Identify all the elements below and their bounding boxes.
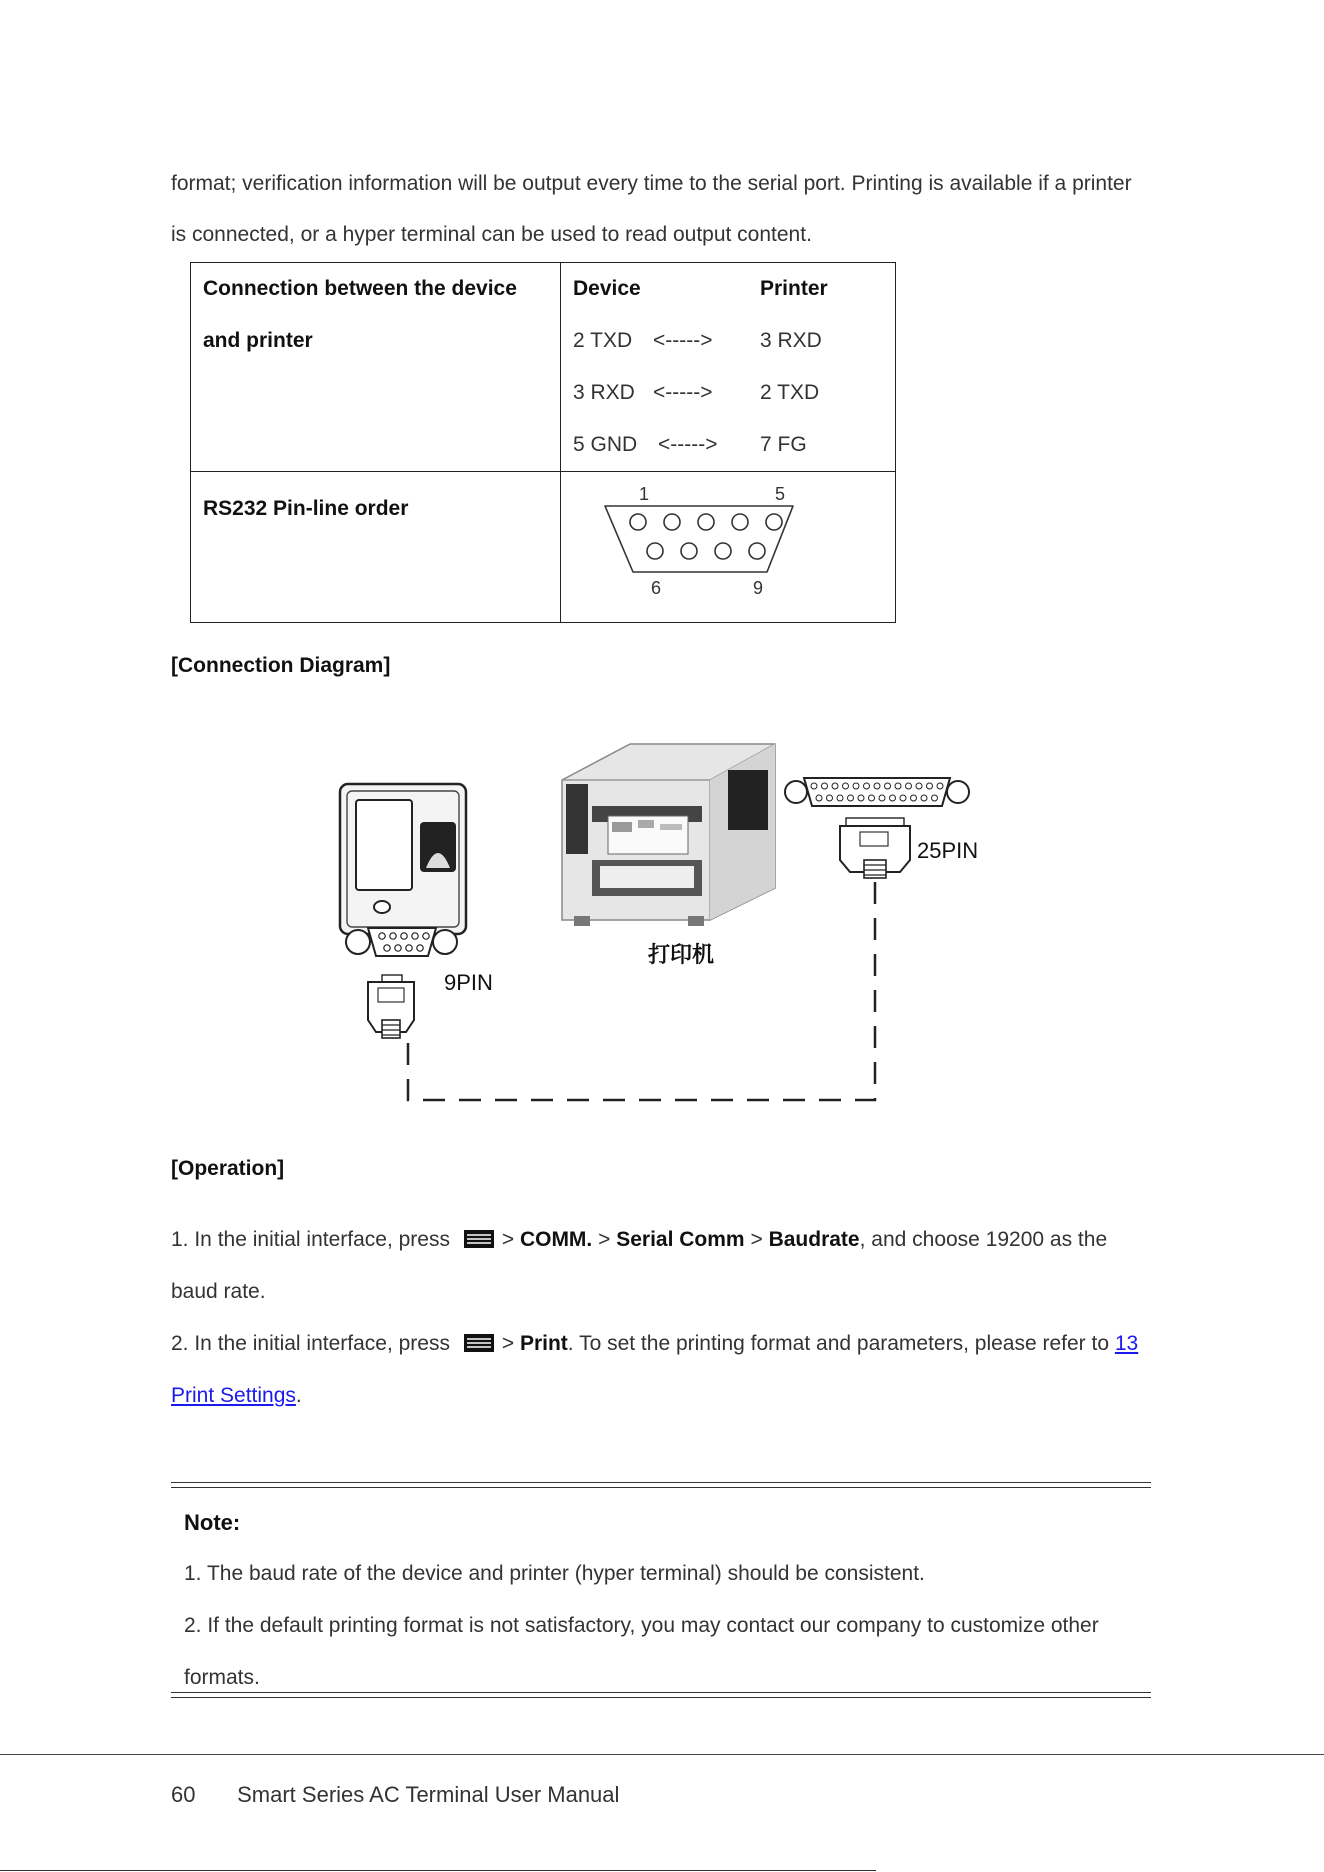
intro-line-1: format; verification information will be output every time to the serial port. Printing is available if a printer	[171, 172, 1132, 195]
manual-title: Smart Series AC Terminal User Manual	[237, 1782, 620, 1807]
terminal-device-icon	[340, 784, 466, 934]
arrow: <----->	[653, 329, 713, 352]
step-2-prefix: 2. In the initial interface, press	[171, 1332, 450, 1355]
printer-caption: 打印机	[648, 943, 715, 968]
db9-plug-icon	[368, 975, 414, 1038]
connection-diagram	[330, 720, 1010, 1120]
print-settings-link[interactable]: Print Settings	[171, 1384, 296, 1407]
printer-pin: 7 FG	[760, 433, 807, 456]
db9-socket-icon	[346, 928, 457, 956]
printer-pin: 2 TXD	[760, 381, 820, 404]
menu-separator: >	[750, 1228, 763, 1251]
label-25pin: 25PIN	[917, 838, 979, 863]
note-line-3: formats.	[184, 1666, 260, 1689]
page-footer	[171, 1782, 619, 1808]
pin-number: 1	[639, 484, 650, 504]
note-bottom-rule	[171, 1692, 1151, 1698]
menu-separator: >	[598, 1228, 611, 1251]
pin-number: 6	[651, 578, 662, 598]
pin-mapping-cell	[561, 263, 896, 472]
step-1-line-2: baud rate.	[171, 1280, 266, 1303]
step-1-suffix: , and choose 19200 as the	[859, 1228, 1108, 1251]
step-2-line-2	[171, 1384, 302, 1408]
print-settings-link-number[interactable]: 13	[1114, 1332, 1139, 1355]
db25-plug-icon	[840, 818, 910, 878]
operation-heading: [Operation]	[171, 1157, 285, 1180]
connection-diagram-heading: [Connection Diagram]	[171, 654, 391, 677]
step-1	[171, 1228, 1107, 1252]
printer-pin: 3 RXD	[760, 329, 822, 352]
menu-item-comm: COMM.	[519, 1228, 593, 1251]
printer-icon	[562, 744, 775, 926]
pin-mapping-row	[573, 419, 895, 471]
connection-table	[190, 262, 896, 623]
device-header: Device	[573, 277, 641, 300]
note-title: Note:	[184, 1510, 241, 1535]
connection-label-cell	[191, 263, 561, 472]
pin-mapping-row	[573, 367, 895, 419]
note-top-rule	[171, 1482, 1151, 1488]
table-row	[191, 472, 896, 623]
printer-header: Printer	[760, 277, 828, 300]
intro-line-2: is connected, or a hyper terminal can be used to read output content.	[171, 223, 812, 246]
menu-separator: >	[501, 1332, 515, 1355]
connection-label-line-2: and printer	[203, 329, 313, 352]
menu-item-print: Print	[519, 1332, 568, 1355]
table-row	[191, 263, 896, 472]
step-1-prefix: 1. In the initial interface, press	[171, 1228, 450, 1251]
arrow: <----->	[653, 381, 713, 404]
step-2-suffix: . To set the printing format and parameters, please refer to	[567, 1332, 1110, 1355]
note-line-2: 2. If the default printing format is not satisfactory, you may contact our company to customize other	[184, 1614, 1099, 1637]
db9-pinout-icon	[593, 472, 853, 622]
rs232-pinout-cell	[561, 472, 896, 623]
arrow: <----->	[658, 433, 718, 456]
pin-number: 5	[775, 484, 786, 504]
rs232-label-cell	[191, 472, 561, 623]
device-pin: 5 GND	[573, 433, 638, 456]
label-9pin: 9PIN	[444, 970, 493, 995]
menu-item-baudrate: Baudrate	[768, 1228, 860, 1251]
menu-key-icon	[464, 1230, 494, 1248]
footer-rule	[0, 1754, 1324, 1755]
step-2-end: .	[295, 1384, 302, 1407]
page-number: 60	[171, 1782, 196, 1807]
pin-number: 9	[753, 578, 764, 598]
note-box	[171, 1482, 1151, 1696]
bottom-rule	[0, 1870, 876, 1871]
db25-socket-icon	[785, 778, 969, 806]
rs232-label: RS232 Pin-line order	[203, 497, 409, 520]
device-pin: 3 RXD	[573, 381, 635, 404]
menu-item-serial-comm: Serial Comm	[616, 1228, 745, 1251]
menu-separator: >	[501, 1228, 515, 1251]
menu-key-icon	[464, 1334, 494, 1352]
note-line-1: 1. The baud rate of the device and printer (hyper terminal) should be consistent.	[184, 1562, 925, 1585]
pin-mapping-row	[573, 315, 895, 367]
step-2	[171, 1332, 1138, 1356]
connection-label-line-1: Connection between the device	[203, 277, 517, 300]
device-pin: 2 TXD	[573, 329, 633, 352]
pin-mapping-header	[573, 263, 895, 315]
